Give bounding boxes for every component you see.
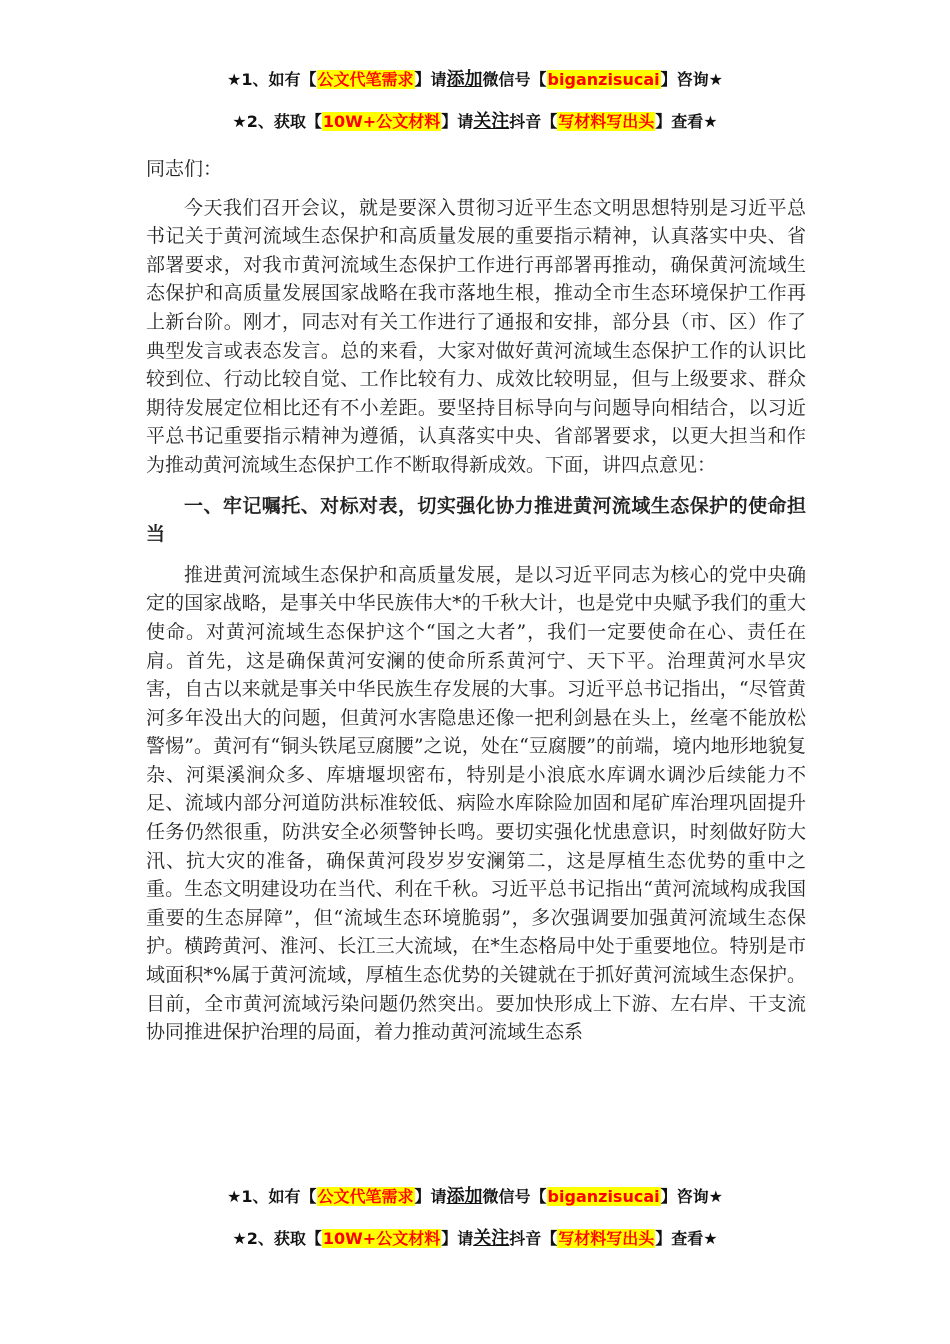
promo-highlight: 公文代笔需求 xyxy=(317,70,414,89)
promo-text: 微信号【 xyxy=(482,1187,547,1206)
promo-suffix: 】查看★ xyxy=(655,1229,718,1248)
section-heading-1: 一、牢记嘱托、对标对表，切实强化协力推进黄河流域生态保护的使命担当 xyxy=(146,494,806,546)
promo-underlined: 添加 xyxy=(446,1186,483,1207)
promo-suffix: 】查看★ xyxy=(655,112,718,131)
promo-douyin-account: 写材料写出头 xyxy=(558,1229,655,1248)
intro-paragraph: 今天我们召开会议，就是要深入贯彻习近平生态文明思想特别是习近平总书记关于黄河流域生态保护和高质量发展的重要指示精神，认真落实中央、省部署要求，对我市黄河流域生态保护工作进行再部署再推动，确保黄河流域生态保护和高质量发展国家战略在我市落地生根，推动全市生态环境保护工作再上新台阶。刚才，同志对有关工作进行了通报和安排，部分县（市、区）作了典型发言或表态发言。总的来看，大家对做好黄河流域生态保护工作的认识比较到位、行动比较自觉、工作比较有力、成效比较明显，但与上级要求、群众期待发展定位相比还有不小差距。要坚持目标导向与问题导向相结合，以习近平总书记重要指示精神为遵循，认真落实中央、省部署要求，以更大担当和作为推动黄河流域生态保护工作不断取得新成效。下面，讲四点意见： xyxy=(146,196,806,476)
promo-suffix: 】咨询★ xyxy=(660,70,723,89)
promo-wechat-id: biganzisucai xyxy=(547,1187,660,1206)
promo-underlined: 添加 xyxy=(446,69,483,90)
promo-highlight: 10W+公文材料 xyxy=(322,112,441,131)
promo-text: 】请 xyxy=(414,70,447,89)
promo-text: 】请 xyxy=(414,1187,447,1206)
promo-text: 抖音【 xyxy=(509,112,558,131)
promo-text: 抖音【 xyxy=(509,1229,558,1248)
promo-highlight: 公文代笔需求 xyxy=(317,1187,414,1206)
promo-line-1-top xyxy=(0,69,950,91)
promo-text: 】请 xyxy=(441,1229,474,1248)
promo-wechat-id: biganzisucai xyxy=(547,70,660,89)
promo-suffix: 】咨询★ xyxy=(660,1187,723,1206)
salutation: 同志们： xyxy=(146,158,223,180)
document-body xyxy=(146,155,806,1047)
promo-underlined: 关注 xyxy=(473,111,510,132)
promo-text: 微信号【 xyxy=(482,70,547,89)
promo-underlined: 关注 xyxy=(473,1228,510,1249)
promo-line-2-bottom xyxy=(0,1228,950,1250)
promo-prefix: ★1、如有【 xyxy=(227,70,317,89)
promo-prefix: ★2、获取【 xyxy=(232,1229,322,1248)
section-body-1: 推进黄河流域生态保护和高质量发展，是以习近平同志为核心的党中央确定的国家战略，是事关中华民族伟大*的千秋大计，也是党中央赋予我们的重大使命。对黄河流域生态保护这个“国之大者”，我们一定要使命在心、责任在肩。首先，这是确保黄河安澜的使命所系黄河宁、天下平。治理黄河水旱灾害，自古以来就是事关中华民族生存发展的大事。习近平总书记指出，“尽管黄河多年没出大的问题，但黄河水害隐患还像一把利剑悬在头上，丝毫不能放松警惕”。黄河有“铜头铁尾豆腐腰”之说，处在“豆腐腰”的前端，境内地形地貌复杂、河渠溪涧众多、库塘堰坝密布，特别是小浪底水库调水调沙后续能力不足、流域内部分河道防洪标准较低、病险水库除险加固和尾矿库治理巩固提升任务仍然很重，防洪安全必须警钟长鸣。要切实强化忧患意识，时刻做好防大汛、抗大灾的准备，确保黄河段岁岁安澜第二，这是厚植生态优势的重中之重。生态文明建设功在当代、利在千秋。习近平总书记指出“黄河流域构成我国重要的生态屏障”，但“流域生态环境脆弱”，多次强调要加强黄河流域生态保护。横跨黄河、淮河、长江三大流域，在*生态格局中处于重要地位。特别是市域面积*%属于黄河流域，厚植生态优势的关键就在于抓好黄河流域生态保护。目前，全市黄河流域污染问题仍然突出。要加快形成上下游、左右岸、干支流协同推进保护治理的局面，着力推动黄河流域生态系 xyxy=(146,563,806,1044)
promo-line-2-top xyxy=(0,111,950,133)
promo-prefix: ★2、获取【 xyxy=(232,112,322,131)
promo-highlight: 10W+公文材料 xyxy=(322,1229,441,1248)
promo-douyin-account: 写材料写出头 xyxy=(558,112,655,131)
promo-line-1-bottom xyxy=(0,1186,950,1208)
promo-text: 】请 xyxy=(441,112,474,131)
promo-prefix: ★1、如有【 xyxy=(227,1187,317,1206)
